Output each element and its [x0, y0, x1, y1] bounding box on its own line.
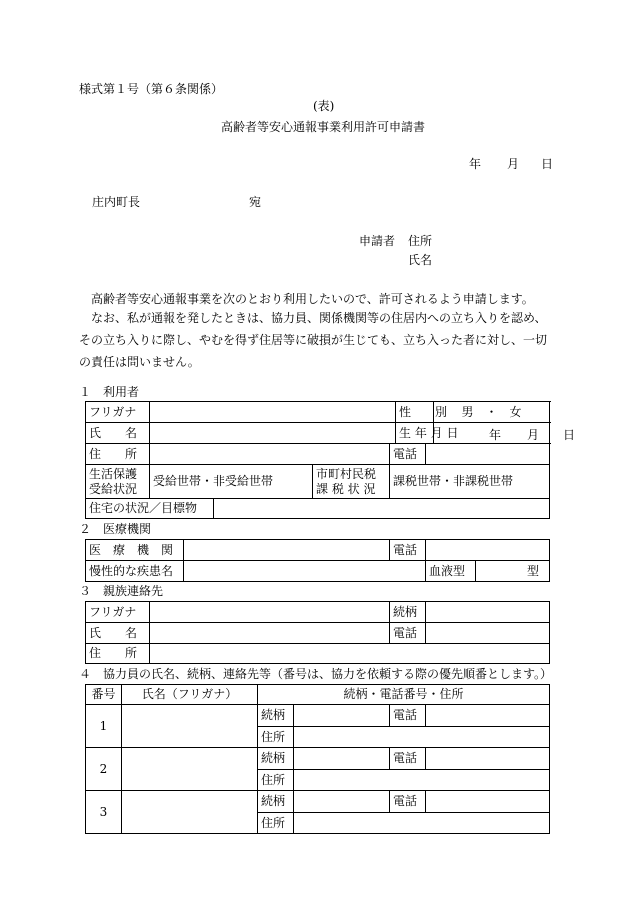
user-table-4 [85, 498, 550, 519]
helper-phone-label: 電話 [390, 791, 426, 813]
welfare-choice[interactable]: 受給世帯・非受給世帯 [150, 465, 313, 499]
addressee: 庄内町長 [92, 195, 141, 209]
phone-field[interactable] [426, 444, 550, 465]
helper-phone-field[interactable] [426, 705, 550, 727]
helper-table [85, 684, 550, 834]
birth-month-label: 月 [527, 428, 540, 442]
helper-phone-field[interactable] [426, 748, 550, 770]
date-month-label: 月 [507, 157, 520, 171]
col-name-header: 氏名（フリガナ） [122, 685, 258, 705]
applicant-label: 申請者 [359, 234, 396, 248]
tax-label-line-1: 市町村民税 [316, 466, 377, 481]
furigana-label: フリガナ [86, 402, 150, 423]
blood-type-field[interactable]: 型 [476, 561, 550, 582]
applicant-address-label: 住所 [408, 234, 433, 248]
welfare-label-line-1: 生活保護 [89, 466, 138, 481]
col-contact-header: 続柄・電話番号・住所 [258, 685, 550, 705]
form-title: 高齢者等安心通報事業利用許可申請書 [221, 120, 426, 134]
medical-phone-label: 電話 [390, 540, 426, 561]
welfare-label [86, 465, 150, 499]
addressee-suffix: 宛 [249, 195, 262, 209]
helper-name-field[interactable] [122, 705, 258, 748]
address-field[interactable] [150, 444, 390, 465]
user-table [85, 401, 576, 444]
phone-label: 電話 [390, 444, 426, 465]
helper-phone-field[interactable] [426, 791, 550, 813]
helper-relation-field[interactable] [294, 748, 390, 770]
blood-type-label: 血液型 [426, 561, 476, 582]
user-table-2 [85, 443, 550, 465]
birth-label: 生 年 月 日 [396, 423, 434, 444]
date-year-label: 年 [469, 157, 482, 171]
relative-address-label: 住 所 [86, 644, 150, 664]
helper-name-field[interactable] [122, 748, 258, 791]
sex-label: 性 別 [396, 402, 434, 423]
helper-row [86, 705, 550, 727]
col-number-header: 番号 [86, 685, 122, 705]
medical-phone-field[interactable] [426, 540, 550, 561]
relative-name-field[interactable] [150, 623, 390, 644]
disease-field[interactable] [184, 561, 426, 582]
medical-table [85, 539, 550, 582]
disease-label: 慢性的な疾患名 [86, 561, 184, 582]
section-3-title: ３ 親族連絡先 [79, 584, 164, 598]
sex-choice[interactable]: 男 ・ 女 [434, 402, 550, 423]
applicant-name-label: 氏名 [408, 253, 433, 267]
helper-row [86, 791, 550, 813]
statement-paragraph-2: なお、私が通報を発したときは、協力員、関係機関等の住居内への立ち入りを認め、その立ち入りに際し、やむを得ず住居等に破損が生じても、立ち入った者に対し、一切の責任は問いません。 [79, 311, 548, 369]
helper-address-label: 住所 [258, 770, 294, 791]
helper-phone-label: 電話 [390, 705, 426, 727]
institution-field[interactable] [184, 540, 390, 561]
section-1-title: １ 利用者 [79, 385, 140, 399]
helper-address-field[interactable] [294, 813, 550, 834]
side-label: (表) [313, 99, 335, 113]
furigana-field[interactable] [150, 402, 396, 423]
helper-relation-field[interactable] [294, 791, 390, 813]
relative-relation-label: 続柄 [390, 602, 426, 623]
helper-phone-label: 電話 [390, 748, 426, 770]
address-label: 住 所 [86, 444, 150, 465]
helper-address-label: 住所 [258, 727, 294, 748]
relative-address-field[interactable] [150, 644, 550, 664]
institution-label: 医 療 機 関 [86, 540, 184, 561]
birth-field[interactable] [434, 423, 576, 444]
relative-relation-field[interactable] [426, 602, 550, 623]
relative-table [85, 601, 550, 664]
form-number: 様式第１号（第６条関係） [79, 82, 224, 96]
helper-name-field[interactable] [122, 791, 258, 834]
tax-choice[interactable]: 課税世帯・非課税世帯 [390, 465, 550, 499]
helper-number: 1 [86, 705, 122, 748]
user-table-3 [85, 464, 550, 499]
helper-relation-field[interactable] [294, 705, 390, 727]
helper-relation-label: 続柄 [258, 791, 294, 813]
name-field[interactable] [150, 423, 396, 444]
section-2-title: ２ 医療機関 [79, 522, 152, 536]
helper-address-field[interactable] [294, 727, 550, 748]
statement-paragraph-1: 高齢者等安心通報事業を次のとおり利用したいので、許可されるよう申請します。 [91, 292, 534, 306]
birth-day-label: 日 [563, 428, 576, 442]
helper-relation-label: 続柄 [258, 705, 294, 727]
residence-field[interactable] [214, 499, 550, 519]
welfare-label-line-2: 受給状況 [89, 481, 138, 496]
relative-phone-field[interactable] [426, 623, 550, 644]
relative-name-label: 氏 名 [86, 623, 150, 644]
name-label: 氏 名 [86, 423, 150, 444]
helper-address-label: 住所 [258, 813, 294, 834]
residence-label: 住宅の状況／目標物 [86, 499, 214, 519]
tax-label [313, 465, 390, 499]
date-day-label: 日 [541, 157, 554, 171]
helper-relation-label: 続柄 [258, 748, 294, 770]
relative-furigana-label: フリガナ [86, 602, 150, 623]
tax-label-line-2: 課 税 状 況 [316, 481, 376, 496]
relative-furigana-field[interactable] [150, 602, 390, 623]
helper-row [86, 748, 550, 770]
helper-address-field[interactable] [294, 770, 550, 791]
birth-year-label: 年 [489, 428, 502, 442]
helper-number: 2 [86, 748, 122, 791]
helper-number: 3 [86, 791, 122, 834]
relative-phone-label: 電話 [390, 623, 426, 644]
section-4-title: ４ 協力員の氏名、続柄、連絡先等（番号は、協力を依頼する際の優先順番とします。） [79, 667, 553, 681]
